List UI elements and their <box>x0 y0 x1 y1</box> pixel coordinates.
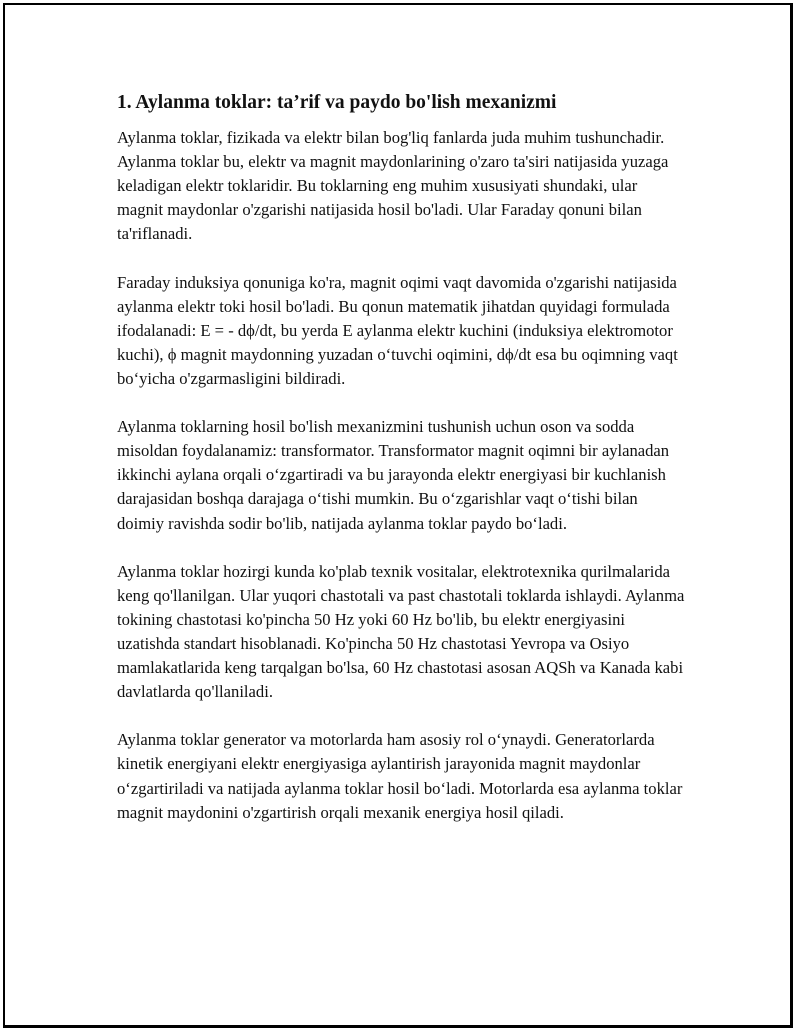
document-body <box>117 90 687 849</box>
section-heading: 1. Aylanma toklar: ta’rif va paydo bo'lish mexanizmi <box>117 92 557 113</box>
paragraph-definition: Aylanma toklar, fizikada va elektr bilan bog'liq fanlarda juda muhim tushunchadir. Aylanma toklar bu, elektr va magnit maydonlarining o'zaro ta'siri natijasida yuzaga keladigan elektr toklaridir. Bu toklarning eng muhim xususiyati shundaki, ular magnit maydonlar o'zgarishi natijasida hosil bo'ladi. Ular Faraday qonuni bilan ta'riflanadi. <box>117 128 669 244</box>
paragraph-generators-motors: Aylanma toklar generator va motorlarda ham asosiy rol o‘ynaydi. Generatorlarda kinetik energiyani elektr energiyasiga aylantirish jarayonida magnit maydonlar o‘zgartiriladi va natijada aylanma toklar hosil bo‘ladi. Motorlarda esa aylanma toklar magnit maydonini o'zgartirish orqali mexanik energiya hosil qiladi. <box>117 730 683 822</box>
paragraph-transformer: Aylanma toklarning hosil bo'lish mexanizmini tushunish uchun oson va sodda misoldan foydalanamiz: transformator. Transformator magnit oqimni bir aylanadan ikkinchi aylana orqali o‘zgartiradi va bu jarayonda elektr energiyasi bir kuchlanish darajasidan boshqa darajaga o‘tishi mumkin. Bu o‘zgarishlar vaqt o‘tishi bilan doimiy ravishda sodir bo'lib, natijada aylanma toklar paydo bo‘ladi. <box>117 417 670 533</box>
paragraph-faraday-law: Faraday induksiya qonuniga ko'ra, magnit oqimi vaqt davomida o'zgarishi natijasida aylanma elektr toki hosil bo'ladi. Bu qonun matematik jihatdan quyidagi formulada ifodalanadi: E = - dϕ/dt, bu yerda E aylanma elektr kuchini (induksiya elektromotor kuchi), ϕ magnit maydonning yuzadan o‘tuvchi oqimini, dϕ/dt esa bu oqimning vaqt bo‘yicha o'zgarmasligini bildiradi. <box>117 272 678 388</box>
paragraph-frequency: Aylanma toklar hozirgi kunda ko'plab texnik vositalar, elektrotexnika qurilmalarida keng qo'llanilgan. Ular yuqori chastotali va past chastotali toklarda ishlaydi. Aylanma tokining chastotasi ko'pincha 50 Hz yoki 60 Hz bo'lib, bu elektr energiyasini uzatishda standart hisoblanadi. Ko'pincha 50 Hz chastotasi Yevropa va Osiyo mamlakatlarida keng tarqalgan bo'lsa, 60 Hz chastotasi asosan AQSh va Kanada kabi davlatlarda qo'llaniladi. <box>117 561 685 702</box>
